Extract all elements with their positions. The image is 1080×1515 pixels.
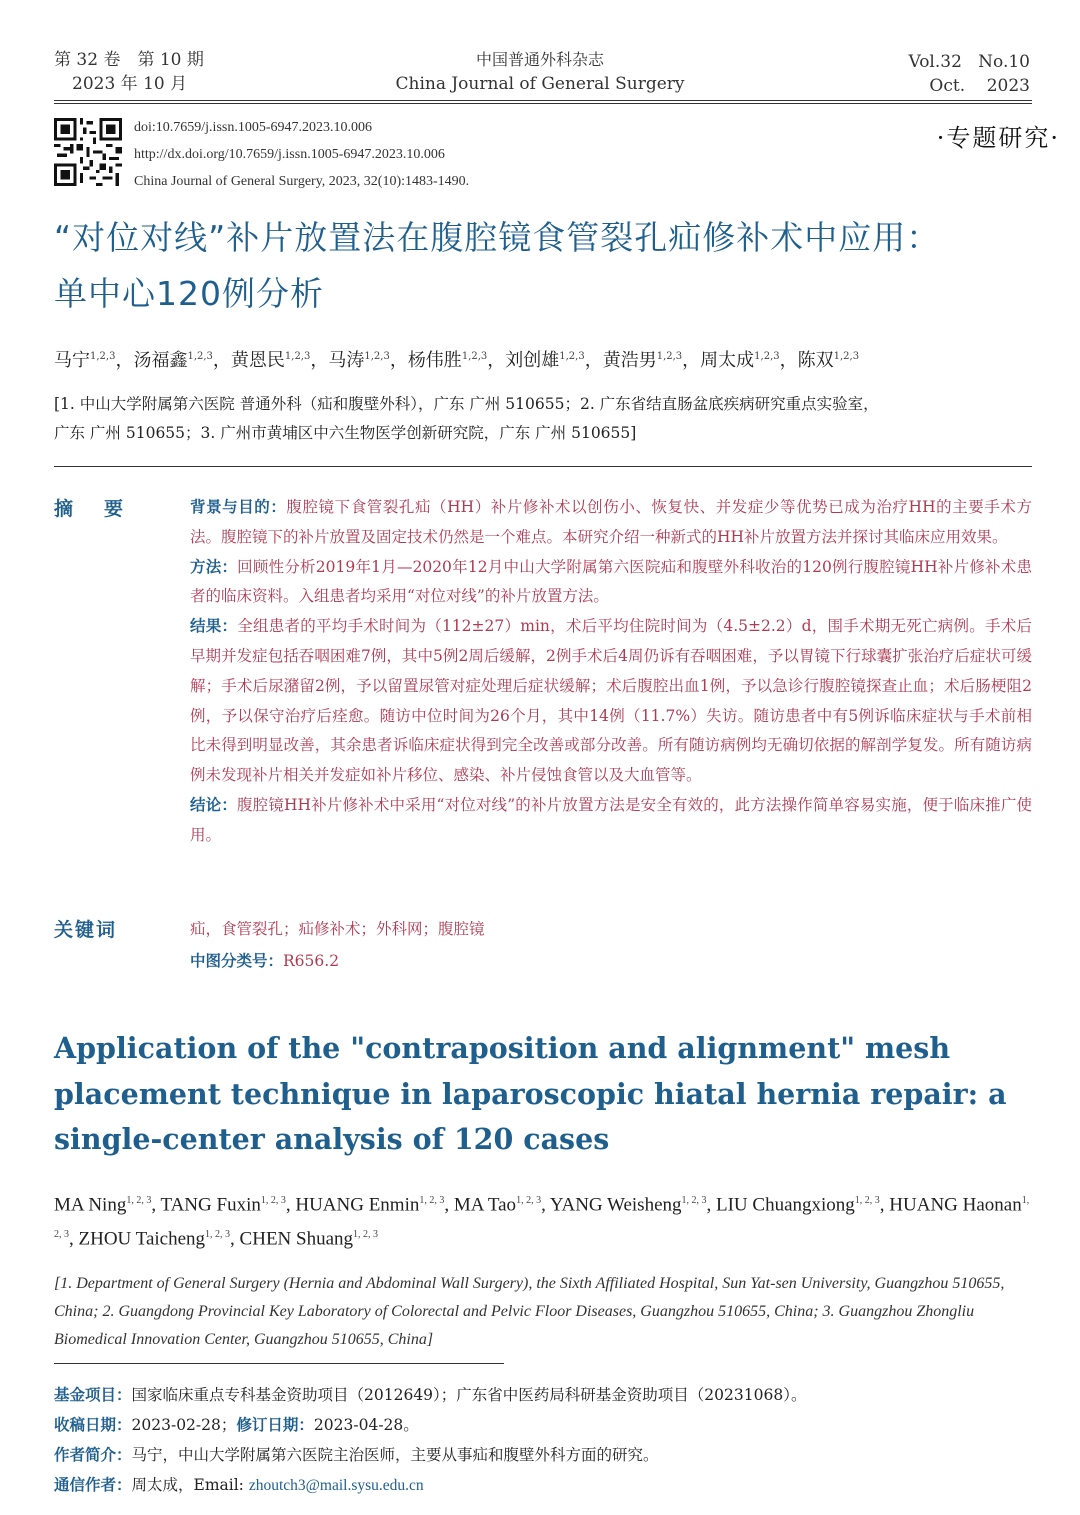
conclusion-label: 结论： xyxy=(190,795,237,814)
title-cn-line2: 单中心120例分析 xyxy=(54,274,324,313)
author-separator: ， xyxy=(584,350,603,371)
author-separator: ， xyxy=(487,350,506,371)
doi-url[interactable]: http://dx.doi.org/10.7659/j.issn.1005-6947.2023.10.006 xyxy=(134,147,445,162)
corr-label: 通信作者： xyxy=(54,1476,132,1494)
header-volume-en xyxy=(908,50,1030,98)
abstract-methods xyxy=(190,553,1032,613)
fund-label: 基金项目： xyxy=(54,1386,132,1404)
bio-text: 马宁，中山大学附属第六医院主治医师，主要从事疝和腹壁外科方面的研究。 xyxy=(131,1446,659,1464)
author-name: ZHOU Taicheng xyxy=(78,1228,206,1250)
author-affiliation-mark: 1,2,3 xyxy=(187,351,213,362)
affiliation-rule xyxy=(54,466,1032,467)
author-separator: ， xyxy=(115,350,134,371)
citation: China Journal of General Surgery, 2023, 32(10):1483-1490. xyxy=(134,174,470,189)
author-name: 黄恩民 xyxy=(230,350,285,371)
footnote-rule xyxy=(54,1363,504,1364)
volume-issue-cn: 第 32 卷 第 10 期 xyxy=(54,50,204,70)
dates-note xyxy=(54,1410,1044,1440)
author-affiliation-mark: 1, 2, 3 xyxy=(205,1229,231,1241)
column-tag: ·专题研究· xyxy=(936,124,1060,152)
author-name: TANG Fuxin xyxy=(160,1194,261,1216)
author-affiliation-mark: 1,2,3 xyxy=(364,351,390,362)
authors-en xyxy=(54,1186,1034,1255)
date-cn: 2023 年 10 月 xyxy=(72,74,188,94)
affiliation-cn-line2: 广东 广州 510655；3. 广州市黄埔区中六生物医学创新研究院，广东 广州 510655] xyxy=(54,424,637,442)
author-separator: , xyxy=(444,1194,454,1216)
author-separator: , xyxy=(879,1194,890,1216)
keywords-value: 疝，食管裂孔；疝修补术；外科网；腹腔镜 xyxy=(190,920,485,938)
revised-label: 修订日期： xyxy=(236,1416,314,1434)
author-name: 陈双 xyxy=(797,350,834,371)
affiliation-cn-line1: [1. 中山大学附属第六医院 普通外科（疝和腹壁外科），广东 广州 510655；2. 广东省结直肠盆底疾病研究重点实验室， xyxy=(54,395,879,413)
keywords-label: 关键词 xyxy=(54,919,118,941)
results-label: 结果： xyxy=(190,617,238,636)
header-volume-issue xyxy=(54,48,204,96)
journal-name-cn: 中国普通外科杂志 xyxy=(475,50,604,69)
author-affiliation-mark: 1,2,3 xyxy=(656,351,683,362)
authors-cn xyxy=(54,342,1044,376)
clc-number xyxy=(190,947,339,976)
methods-text: 回顾性分析2019年1月—2020年12月中山大学附属第六医院疝和腹壁外科收治的120例行腹腔镜HH补片修补术患者的临床资料。入组患者均采用“对位对线”的补片放置方法。 xyxy=(190,557,1032,606)
conclusion-text: 腹腔镜HH补片修补术中采用“对位对线”的补片放置方法是安全有效的，此方法操作简单容易实施，便于临床推广使用。 xyxy=(190,795,1032,844)
author-separator: ， xyxy=(682,350,701,371)
author-affiliation-mark: 1, 2, 3 xyxy=(854,1195,880,1206)
background-label: 背景与目的： xyxy=(190,498,287,516)
author-separator: , xyxy=(541,1194,550,1216)
fund-note xyxy=(54,1380,1044,1410)
title-en: Application of the "contraposition and alignment" mesh placement technique in laparoscopic hiatal hernia repair: a single-center analysis of 120 cases xyxy=(54,1031,1007,1156)
author-affiliation-mark: 1, 2, 3 xyxy=(126,1195,152,1206)
author-affiliation-mark: 1, 2, 3 xyxy=(260,1195,286,1206)
author-name: 马涛 xyxy=(328,350,365,371)
results-text: 全组患者的平均手术时间为（112±27）min，术后平均住院时间为（4.5±2.2）d，围手术期无死亡病例。手术后早期并发症包括吞咽困难7例，其中5例2周后缓解，2例手术后4周仍诉有吞咽困难，予以胃镜下行球囊扩张治疗后症状可缓解；手术后尿潴留2例，予以留置尿管对症处理后症状缓解；术后腹腔出血1例，予以急诊行腹腔镜探查止血；术后肠梗阻2例，予以保守治疗后痊愈。随访中位时间为26个月，其中14例（11.7%）失访。随访患者中有5例诉临床症状与手术前相比未得到明显改善，其余患者诉临床症状得到完全改善或部分改善。所有随访病例均无确切依据的解剖学复发。所有随访病例未发现补片相关并发症如补片移位、感染、补片侵蚀食管以及大血管等。 xyxy=(190,617,1032,785)
author-name: MA Tao xyxy=(453,1194,517,1216)
title-cn xyxy=(54,210,1044,322)
abstract-background xyxy=(190,493,1032,553)
journal-name-en: China Journal of General Surgery xyxy=(395,74,685,94)
bio-note xyxy=(54,1440,1044,1470)
affiliation-cn xyxy=(54,390,1034,448)
received-label: 收稿日期： xyxy=(54,1416,132,1434)
author-affiliation-mark: 1,2,3 xyxy=(559,351,585,362)
author-separator: ， xyxy=(389,350,408,371)
author-affiliation-mark: 1, 2, 3 xyxy=(516,1195,542,1206)
qr-code-icon xyxy=(54,117,122,187)
author-name: YANG Weisheng xyxy=(549,1194,682,1216)
author-name: 黄浩男 xyxy=(602,350,657,371)
author-affiliation-mark: 1, 2, 3 xyxy=(54,1195,1030,1241)
received-date: 2023-02-28； xyxy=(131,1416,237,1434)
doi[interactable]: doi:10.7659/j.issn.1005-6947.2023.10.006 xyxy=(134,120,373,135)
author-affiliation-mark: 1,2,3 xyxy=(90,351,116,362)
author-affiliation-mark: 1,2,3 xyxy=(461,351,488,362)
header-journal xyxy=(340,48,740,96)
article-meta xyxy=(134,114,469,195)
corr-email-link[interactable]: zhoutch3@mail.sysu.edu.cn xyxy=(248,1477,424,1494)
methods-label: 方法： xyxy=(190,557,238,576)
author-separator: , xyxy=(706,1194,716,1216)
header-rule xyxy=(54,100,1032,104)
author-affiliation-mark: 1, 2, 3 xyxy=(353,1229,379,1241)
footnotes xyxy=(54,1380,1044,1501)
author-affiliation-mark: 1,2,3 xyxy=(754,351,780,362)
author-name: 杨伟胜 xyxy=(407,350,462,371)
abstract-conclusion xyxy=(190,791,1032,851)
abstract-results xyxy=(190,612,1032,791)
author-name: HUANG Enmin xyxy=(295,1194,420,1216)
background-text: 腹腔镜下食管裂孔疝（HH）补片修补术以创伤小、恢复快、并发症少等优势已成为治疗HH的主要手术方法。腹腔镜下的补片放置及固定技术仍然是一个难点。本研究介绍一种新式的HH补片放置方法并探讨其临床应用效果。 xyxy=(190,498,1032,546)
corresponding-note xyxy=(54,1470,1044,1501)
corr-name: 周太成，Email: xyxy=(131,1476,249,1494)
abstract-label: 摘 要 xyxy=(54,498,130,520)
no-en: No.10 xyxy=(978,52,1030,72)
affiliation-en: [1. Department of General Surgery (Hernia and Abdominal Wall Surgery), the Sixth Affiliated Hospital, Sun Yat-sen University, Guangzhou 510655, China; 2. Guangdong Provincial Key Laboratory of Colorectal and Pelvic Floor Diseases, Guangzhou 510655, China; 3. Guangzhou Zhongliu Biomedical Innovation Center, Guangzhou 510655, China] xyxy=(54,1275,1005,1348)
author-separator: , xyxy=(151,1194,161,1216)
author-name: MA Ning xyxy=(54,1194,127,1216)
author-name: 汤福鑫 xyxy=(133,350,188,371)
year-en: 2023 xyxy=(986,76,1030,96)
month-en: Oct. xyxy=(929,76,966,96)
author-affiliation-mark: 1, 2, 3 xyxy=(681,1195,707,1206)
clc-value: R656.2 xyxy=(283,952,340,970)
author-name: 周太成 xyxy=(700,350,755,371)
clc-label: 中图分类号： xyxy=(190,952,284,970)
author-affiliation-mark: 1,2,3 xyxy=(833,351,860,362)
vol-en: Vol.32 xyxy=(908,52,962,72)
revised-date: 2023-04-28。 xyxy=(313,1416,419,1434)
author-separator: ， xyxy=(310,350,329,371)
author-separator: , xyxy=(230,1228,240,1250)
author-name: LIU Chuangxiong xyxy=(716,1194,855,1216)
author-name: HUANG Haonan xyxy=(889,1194,1022,1216)
author-separator: ， xyxy=(779,350,798,371)
title-cn-line1: “对位对线”补片放置法在腹腔镜食管裂孔疝修补术中应用： xyxy=(54,218,941,257)
author-affiliation-mark: 1, 2, 3 xyxy=(419,1195,445,1206)
author-affiliation-mark: 1,2,3 xyxy=(284,351,311,362)
abstract-body xyxy=(190,493,1032,851)
author-separator: , xyxy=(285,1194,296,1216)
bio-label: 作者简介： xyxy=(54,1446,132,1464)
fund-text: 国家临床重点专科基金资助项目（2012649）；广东省中医药局科研基金资助项目（20231068）。 xyxy=(131,1386,807,1404)
author-separator: ， xyxy=(212,350,231,371)
author-name: 刘创雄 xyxy=(505,350,560,371)
author-name: CHEN Shuang xyxy=(239,1228,354,1250)
author-separator: , xyxy=(69,1228,79,1250)
author-name: 马宁 xyxy=(54,350,90,371)
